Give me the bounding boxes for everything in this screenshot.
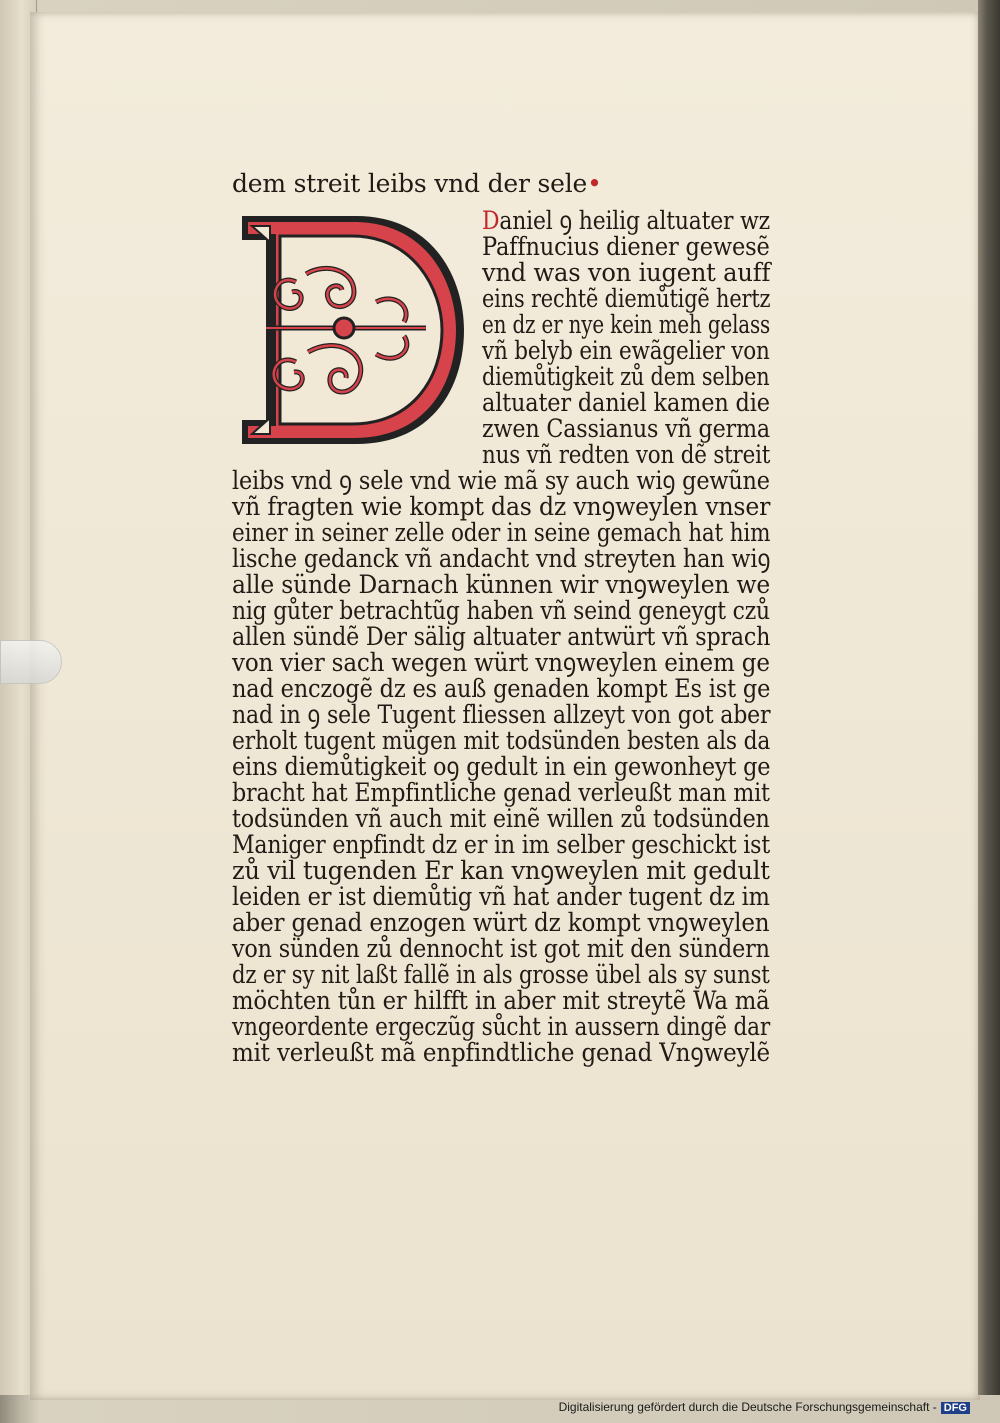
text-line-12: vñ fragten wie kompt das dz vnꝯweylen vnser (232, 492, 771, 521)
text-line-32: vngeordente ergeczũg sůcht in aussern dingẽ dar (232, 1012, 771, 1041)
text-line-11: leibs vnd ꝯ sele vnd wie mã sy auch wiꝯ gewũne (232, 466, 770, 495)
heading-line (232, 171, 602, 197)
text-line-30: dz er sy nit laßt fallẽ in als grosse übel als sy sunst (232, 960, 770, 989)
text-line-13: einer in seiner zelle oder in seine gemach hat him (232, 518, 771, 547)
text-line-26: zů vil tugenden Er kan vnꝯweylen mit gedult (232, 856, 770, 885)
text-line-14: lische gedanck vñ andacht vnd streyten han wiꝯ (232, 544, 771, 573)
rubric-capital: D (482, 206, 500, 235)
text-line-15: alle sünde Darnach künnen wir vnꝯweylen we (232, 570, 771, 599)
text-line-20: nad in ꝯ sele Tugent fliessen allzeyt von got aber (232, 700, 771, 729)
text-line-17: allen sündẽ Der sälig altuater antwürt vñ sprach (232, 622, 771, 651)
text-line-27: leiden er ist diemůtig vñ hat ander tugent dz im (232, 882, 770, 911)
text-line-7: diemůtigkeit zů dem selben (482, 362, 770, 391)
dfg-logo: DFG (941, 1402, 970, 1414)
text-line-16: nig gůter betrachtũg haben vñ seind geneygt czů (232, 596, 770, 625)
text-line-28: aber genad enzogen würt dz kompt vnꝯweylen (232, 908, 770, 937)
text-line-4: eins rechtẽ diemůtigẽ hertz (482, 284, 771, 313)
text-line-3: vnd was von iugent auff (482, 258, 771, 287)
text-line-18: von vier sach wegen würt vnꝯweylen einem ge (232, 648, 770, 677)
text-line-19: nad enczogẽ dz es auß genaden kompt Es ist ge (232, 674, 771, 703)
decorated-initial-d (236, 212, 468, 448)
text-line-8: altuater daniel kamen die (482, 388, 770, 417)
text-line-24: todsünden vñ auch mit einẽ willen zů todsünden (232, 804, 770, 833)
text-line-31: möchten tůn er hilfft in aber mit streytẽ Wa mã (232, 986, 770, 1015)
digitization-credit (559, 1400, 970, 1414)
text-line-9: zwen Cassianus vñ germa (482, 414, 770, 443)
page-clip (0, 640, 62, 684)
credit-text: Digitalisierung gefördert durch die Deutsche Forschungsgemeinschaft - (558, 1400, 937, 1414)
text-line-25: Maniger enpfindt dz er in im selber geschickt ist (232, 830, 771, 859)
text-line-22: eins diemůtigkeit oꝯ gedult in ein gewonheyt ge (232, 752, 771, 781)
text-line-23: bracht hat Empfintliche genad verleußt man mit (232, 778, 770, 807)
text-line-5: en dz er nye kein meh gelass (482, 310, 771, 339)
rubric-mark: • (587, 169, 602, 198)
text-line-1: Daniel ꝯ heilig altuater wz (482, 206, 770, 235)
book-spine-edge (978, 0, 1000, 1395)
text-line-33: mit verleußt mã enpfindtliche genad Vnꝯweylẽ (232, 1038, 770, 1067)
heading-text: dem streit leibs vnd der sele (232, 169, 588, 198)
text-line-21: erholt tugent mügen mit todsünden besten als da (232, 726, 771, 755)
text-line-6: vñ belyb ein ewãgelier von (482, 336, 770, 365)
text-line-2: Paffnucius diener gewesẽ (482, 232, 770, 261)
text-line-10: nus vñ redten von dẽ streit (482, 440, 771, 469)
text-line-29: von sünden zů dennocht ist got mit den sündern (232, 934, 770, 963)
